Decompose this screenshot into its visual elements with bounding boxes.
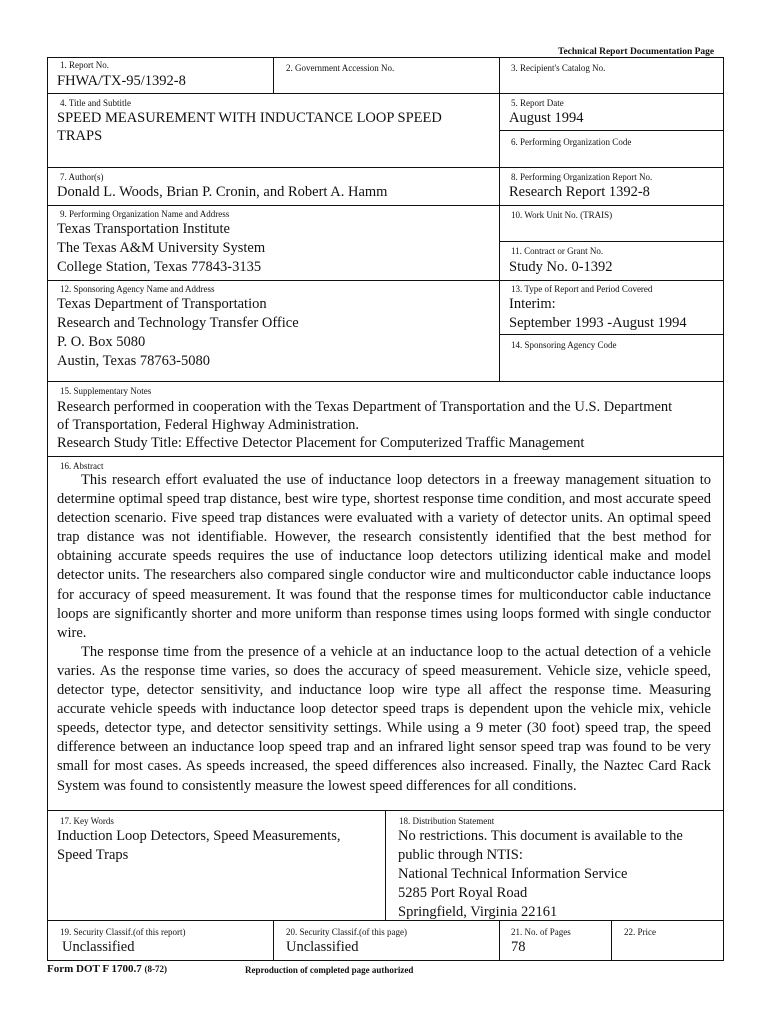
form-number bbox=[47, 963, 167, 975]
form-id: Form DOT F 1700.7 bbox=[47, 963, 142, 975]
supplementary-line-2: of Transportation, Federal Highway Administration. bbox=[57, 417, 360, 433]
security-report-label: 19. Security Classif.(of this report) bbox=[60, 927, 186, 937]
security-page-label: 20. Security Classif.(of this page) bbox=[286, 927, 407, 937]
security-page-value: Unclassified bbox=[286, 939, 359, 955]
title-line-1: SPEED MEASUREMENT WITH INDUCTANCE LOOP SPEED bbox=[57, 110, 442, 126]
recipient-catalog-label: 3. Recipient's Catalog No. bbox=[511, 63, 606, 73]
distribution-line-4: 5285 Port Royal Road bbox=[398, 885, 528, 901]
page-header: Technical Report Documentation Page bbox=[558, 47, 715, 57]
authors-label: 7. Author(s) bbox=[60, 172, 104, 182]
form-revision: (8-72) bbox=[144, 964, 167, 974]
distribution-label: 18. Distribution Statement bbox=[399, 816, 495, 826]
report-no-value: FHWA/TX-95/1392-8 bbox=[57, 73, 186, 89]
perf-org-name-line-1: Texas Transportation Institute bbox=[57, 221, 230, 237]
report-no-label: 1. Report No. bbox=[60, 60, 109, 70]
contract-label: 11. Contract or Grant No. bbox=[511, 246, 604, 256]
abstract-paragraph-2: The response time from the presence of a vehicle at an inductance loop to the actual detection of a vehicle varies. As the response time varies, so does the accuracy of speed measurement. Vehicle size, vehicle speed, detector type, detector sensitivity, and inductance loop wire type all affect the response time. Measuring accurate vehicle speeds with inductance loop detector speed traps is dependent upon the vehicle mix, vehicle speeds, detector type, and detector sensitivity settings. While using a 9 meter (30 foot) speed trap, the speed difference between an inductance loop speed trap and an infrared light sensor speed trap was found to be very small for most cases. As speeds increased, the speed differences also increased. Finally, the Naztec Card Rack System was found to consistently measure the lowest speed differences for all conditions. bbox=[57, 643, 711, 794]
num-pages-value: 78 bbox=[511, 939, 526, 955]
abstract-body bbox=[57, 471, 711, 796]
report-type-label: 13. Type of Report and Period Covered bbox=[511, 284, 653, 294]
contract-value: Study No. 0-1392 bbox=[509, 259, 613, 275]
sponsor-line-4: Austin, Texas 78763-5080 bbox=[57, 353, 210, 369]
sponsor-name-label: 12. Sponsoring Agency Name and Address bbox=[60, 284, 215, 294]
title-line-2: TRAPS bbox=[57, 128, 103, 144]
distribution-line-2: public through NTIS: bbox=[398, 847, 523, 863]
supplementary-label: 15. Supplementary Notes bbox=[60, 386, 152, 396]
key-words-line-1: Induction Loop Detectors, Speed Measurements, bbox=[57, 828, 341, 844]
perf-org-report-label: 8. Performing Organization Report No. bbox=[511, 172, 653, 182]
supplementary-line-1: Research performed in cooperation with the Texas Department of Transportation and the U.S. Department bbox=[57, 399, 673, 415]
abstract-paragraph-1: This research effort evaluated the use of inductance loop detectors in a freeway management situation to determine optimal speed trap distance, best wire type, shortest response time condition, and most accurate speed detection scenario. Five speed trap distances were evaluated with a variety of detector units. An optimal speed trap distance was not identifiable. However, the research consistently identified that the best method for obtaining accurate speeds requires the use of inductance loop detectors utilizing identical make and model detector units. The researchers also compared single conductor wire and multiconductor cable inductance loops for accuracy of speed measurement. It was found that the response times for multiconductor cable inductance loops are significantly shorter and more uniform than response times using loops formed with single conductor wire. bbox=[57, 472, 711, 641]
perf-org-name-line-2: The Texas A&M University System bbox=[57, 240, 266, 256]
sponsor-line-2: Research and Technology Transfer Office bbox=[57, 315, 299, 331]
abstract-label: 16. Abstract bbox=[60, 461, 104, 471]
supplementary-line-3: Research Study Title: Effective Detector Placement for Computerized Traffic Management bbox=[57, 435, 585, 451]
num-pages-label: 21. No. of Pages bbox=[511, 927, 571, 937]
report-type-line-2: September 1993 -August 1994 bbox=[509, 315, 687, 331]
distribution-line-5: Springfield, Virginia 22161 bbox=[398, 904, 558, 920]
perf-org-name-line-3: College Station, Texas 77843-3135 bbox=[57, 259, 262, 275]
sponsor-code-label: 14. Sponsoring Agency Code bbox=[511, 340, 617, 350]
price-label: 22. Price bbox=[624, 927, 656, 937]
title-subtitle-label: 4. Title and Subtitle bbox=[60, 98, 132, 108]
sponsor-line-1: Texas Department of Transportation bbox=[57, 296, 267, 312]
key-words-line-2: Speed Traps bbox=[57, 847, 129, 863]
report-date-label: 5. Report Date bbox=[511, 98, 564, 108]
distribution-line-1: No restrictions. This document is available to the bbox=[398, 828, 683, 844]
authors-value: Donald L. Woods, Brian P. Cronin, and Robert A. Hamm bbox=[57, 184, 388, 200]
reproduction-note: Reproduction of completed page authorized bbox=[245, 965, 414, 975]
perf-org-report-value: Research Report 1392-8 bbox=[509, 184, 650, 200]
distribution-line-3: National Technical Information Service bbox=[398, 866, 628, 882]
security-report-value: Unclassified bbox=[62, 939, 135, 955]
report-date-value: August 1994 bbox=[509, 110, 584, 126]
perf-org-code-label: 6. Performing Organization Code bbox=[511, 137, 632, 147]
key-words-label: 17. Key Words bbox=[60, 816, 114, 826]
perf-org-name-label: 9. Performing Organization Name and Address bbox=[60, 209, 230, 219]
report-type-line-1: Interim: bbox=[509, 296, 556, 312]
sponsor-line-3: P. O. Box 5080 bbox=[57, 334, 146, 350]
work-unit-label: 10. Work Unit No. (TRAIS) bbox=[511, 210, 613, 220]
gov-accession-label: 2. Government Accession No. bbox=[286, 63, 395, 73]
